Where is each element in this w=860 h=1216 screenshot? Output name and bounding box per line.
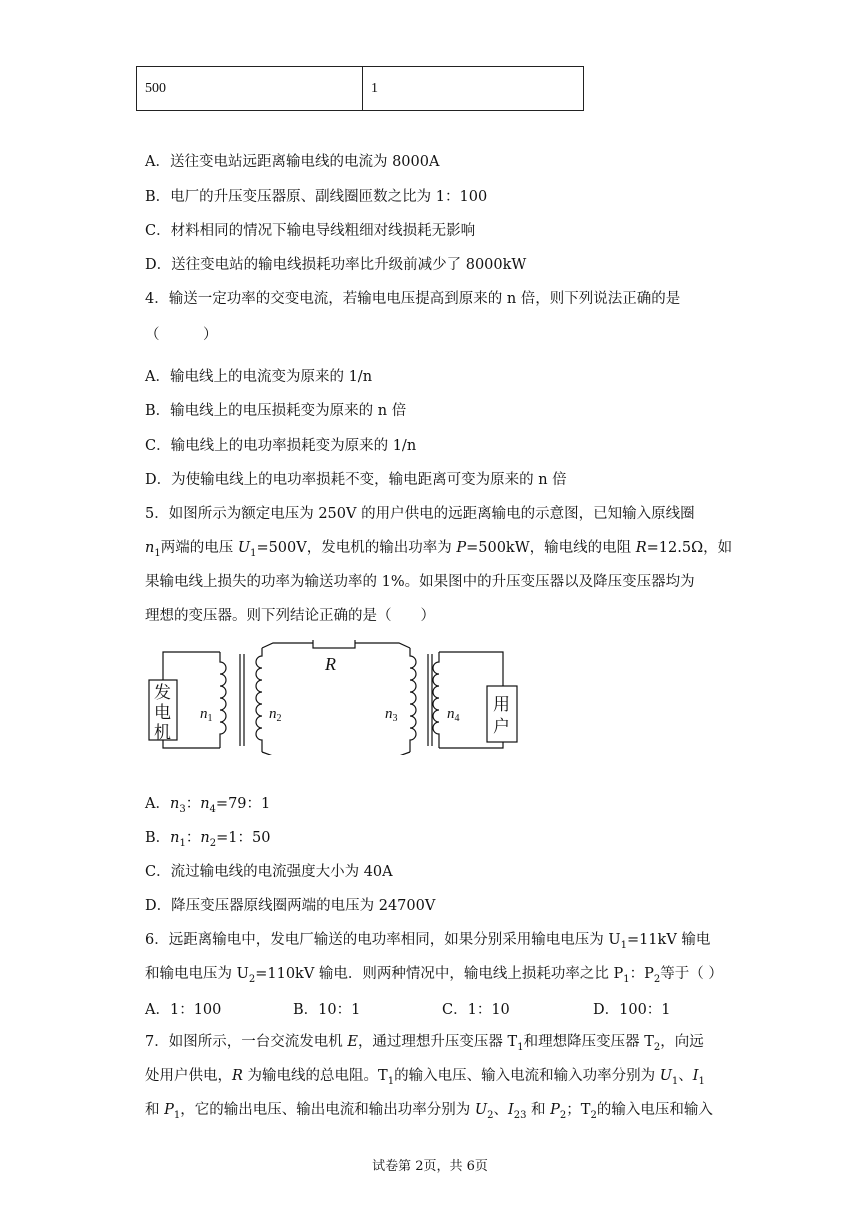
q5-option-a: A．$n_3$：$n_4=79$：1	[145, 796, 271, 815]
generator-label-1: 发	[154, 683, 171, 703]
q4-option-a: A．输电线上的电流变为原来的 1/n	[145, 369, 373, 385]
q6-option-a: A．1：100	[145, 1002, 222, 1018]
user-label-1: 用	[493, 695, 510, 715]
q7-stem-line3: 和 $P_1$，它的输出电压、输出电流和输出功率分别为 $U_2$、$I_{23}$ 和 $P_2$；$T_2$的输入电压和输入	[145, 1102, 713, 1121]
transmission-wire-bottom	[262, 752, 410, 755]
var-n1: n	[145, 540, 155, 556]
q6-options	[145, 998, 705, 1018]
q4-option-d: D．为使输电线上的电功率损耗不变，输电距离可变为原来的 n 倍	[145, 472, 567, 488]
transmission-circuit-figure	[145, 640, 565, 755]
q3-option-a: A．送往变电站远距离输电线的电流为 8000A	[145, 154, 440, 170]
q5-stem-line3: 果输电线上损失的功率为输送功率的 1%。如果图中的升压变压器以及降压变压器均为	[145, 574, 695, 590]
table-cell: 500	[137, 67, 363, 111]
q6-stem-line1: 6．远距离输电中，发电厂输送的电功率相同，如果分别采用输电电压为 $U_1=11kV$ 输电	[145, 932, 711, 951]
q6-option-c: C．1：10	[442, 1002, 510, 1018]
q5-stem-line1: 5．如图所示为额定电压为 250V 的用户供电的远距离输电的示意图，已知输入原线圈	[145, 506, 695, 522]
q6-option-d: D．100：1	[593, 1002, 671, 1018]
q3-option-d: D．送往变电站的输电线损耗功率比升级前减少了 8000kW	[145, 257, 527, 273]
q5-option-c: C．流过输电线的电流强度大小为 40A	[145, 864, 393, 880]
q7-stem-line2: 处用户供电，R 为输电线的总电阻。$T_1$的输入电压、输入电流和输入功率分别为 $U_1$、$I_1$	[145, 1068, 705, 1087]
q6-option-b: B．10：1	[293, 1002, 361, 1018]
table-cell: 1	[363, 67, 584, 111]
coil-n1-label: $n_1$	[200, 706, 213, 724]
generator-label-2: 电	[154, 703, 171, 723]
q6-stem-line2: 和输电电压为 $U_2=110kV$ 输电．则两种情况中，输电线上损耗功率之比 $P_1$：$P_2$等于（ ）	[145, 966, 723, 985]
q5-option-d: D．降压变压器原线圈两端的电压为 24700V	[145, 898, 436, 914]
coil-n2-label: $n_2$	[269, 706, 282, 724]
q3-option-c: C．材料相同的情况下输电导线粗细对线损耗无影响	[145, 223, 476, 239]
q5-stem-line2: $n_1$两端的电压 $U_1=500V$，发电机的输出功率为 P=500kW，输电线的电阻 R=12.5Ω，如	[145, 540, 733, 559]
q5-option-b: B．$n_1$：$n_2=1$：50	[145, 830, 271, 849]
q3-option-b: B．电厂的升压变压器原、副线圈匝数之比为 1：100	[145, 189, 488, 205]
page-footer: 试卷第 2页，共 6页	[372, 1159, 488, 1174]
q5-stem-line4: 理想的变压器。则下列结论正确的是（ ）	[145, 608, 435, 624]
coil-n4-label: $n_4$	[447, 706, 460, 724]
q4-stem: 4．输送一定功率的交变电流，若输电电压提高到原来的 n 倍，则下列说法正确的是	[145, 291, 681, 307]
coil-n4	[433, 652, 439, 748]
coil-n1	[220, 652, 226, 748]
table-row	[137, 67, 584, 111]
q4-option-b: B．输电线上的电压损耗变为原来的 n 倍	[145, 403, 407, 419]
q4-stem-bracket: （ ）	[145, 327, 218, 343]
resistor	[313, 640, 355, 648]
coil-n3	[410, 648, 416, 752]
user-label-2: 户	[493, 717, 510, 737]
transmission-wire-top	[262, 643, 313, 648]
resistor-label: R	[325, 654, 336, 674]
generator-label-3: 机	[154, 723, 171, 743]
coil-n3-label: $n_3$	[385, 706, 398, 724]
transmission-wire-top	[355, 643, 410, 648]
coil-n2	[256, 648, 262, 752]
q4-option-c: C．输电线上的电功率损耗变为原来的 1/n	[145, 438, 417, 454]
q7-stem-line1: 7．如图所示，一台交流发电机 E，通过理想升压变压器 $T_1$和理想降压变压器 $T_2$，向远	[145, 1034, 704, 1053]
data-table	[136, 66, 584, 111]
